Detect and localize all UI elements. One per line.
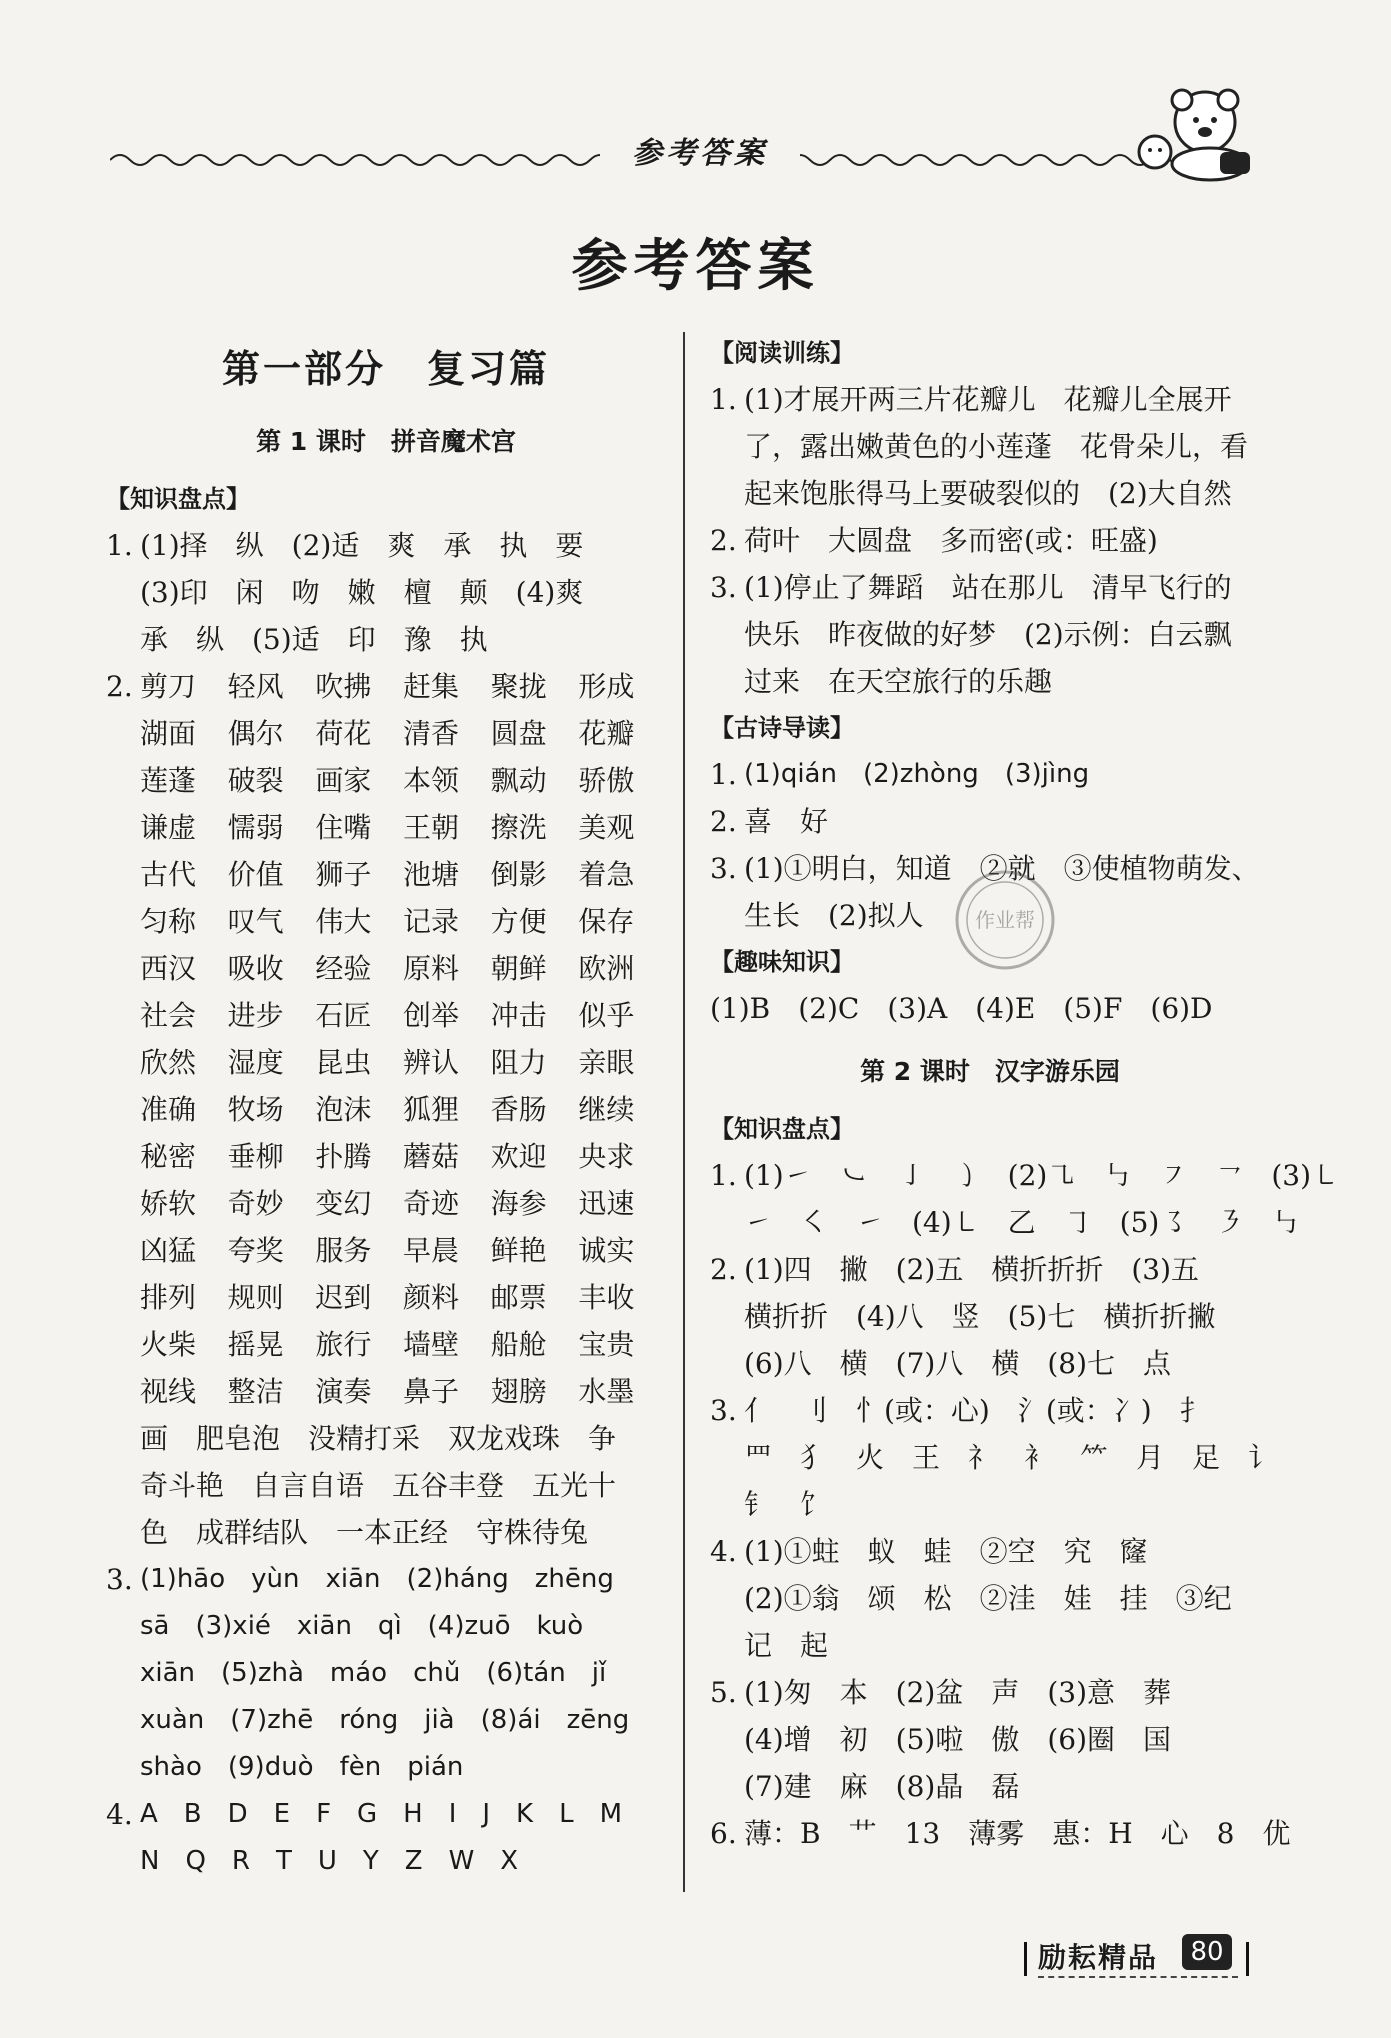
q2-word: 亲眼 [578,1046,635,1079]
q1-line-1: (1)择 纵 (2)适 爽 承 执 要 [140,529,584,562]
q2-word: 旅行 [315,1328,372,1361]
q2-word: 经验 [315,952,372,985]
q2-word: 轻风 [227,670,284,703]
q2-word: 娇软 [140,1187,197,1220]
k3-line-3: 钅 饣 [744,1488,829,1521]
bear-mascot-icon [1110,82,1260,182]
question-1: 1. (1)择 纵 (2)适 爽 承 执 要 (3)印 闲 吻 嫩 檀 颠 (4)爽 承 纵 (5)适 印 豫 执 [106,522,666,663]
q3-line-5: shào (9)duò fèn pián [140,1752,464,1782]
q2-word: 水墨 [578,1375,635,1408]
p1-line-1: (1)qián (2)zhòng (3)jìng [744,759,1090,789]
q2-word: 荷花 [315,717,372,750]
section-reading: 【阅读训练】 [710,339,854,367]
q2-word: 懦弱 [227,811,284,844]
q2-word: 冲击 [490,999,547,1032]
column-divider [683,332,685,1892]
q2-word: 迟到 [315,1281,372,1314]
q2-word: 摇晃 [227,1328,284,1361]
p3-line-1: (1)①明白，知道 ②就 ③使植物萌发、 [744,852,1260,885]
q2-word: 排列 [140,1281,197,1314]
q2-word: 演奏 [315,1375,372,1408]
page-title: 参考答案 [571,233,820,299]
q2-word: 莲蓬 [140,764,197,797]
fun-answers: (1)B (2)C (3)A (4)E (5)F (6)D [710,992,1213,1025]
q2-word: 方便 [490,905,547,938]
section-knowledge-2: 【知识盘点】 [710,1115,854,1143]
k5-line-2: (4)增 初 (5)啦 傲 (6)圈 国 [744,1723,1171,1756]
k2-line-3: (6)八 横 (7)八 横 (8)七 点 [744,1347,1171,1380]
q2-word: 凶猛 [140,1234,197,1267]
q2-word: 湖面 [140,717,197,750]
k6-line-1: 薄：B 艹 13 薄雾 惠：H 心 8 优 [744,1817,1291,1850]
q2-word: 阻力 [490,1046,547,1079]
q2-word: 本领 [402,764,459,797]
r1-line-3: 起来饱胀得马上要破裂似的 (2)大自然 [744,477,1232,510]
q2-word: 鼻子 [402,1375,459,1408]
k3-line-2: 罒 犭 火 王 礻 衤 ⺮ 月 足 讠 [744,1441,1277,1474]
lesson-2-title: 第 2 课时 汉字游乐园 [860,1057,1120,1086]
q2-word: 聚拢 [490,670,547,703]
q2-word: 秘密 [140,1140,197,1173]
q2-word: 海参 [490,1187,547,1220]
q2-word: 牧场 [227,1093,284,1126]
q3-line-2: sā (3)xié xiān qì (4)zuō kuò [140,1611,584,1641]
q2-word: 社会 [140,999,197,1032]
q2-word: 规则 [227,1281,284,1314]
q2-word: 欣然 [140,1046,197,1079]
q2-word: 匀称 [140,905,197,938]
q2-word: 昆虫 [315,1046,372,1079]
page-number: 80 [1182,1934,1232,1970]
q2-word: 倒影 [490,858,547,891]
q2-word: 准确 [140,1093,197,1126]
part-title: 第一部分 复习篇 [221,346,550,391]
q2-word: 吹拂 [315,670,372,703]
k-question-6: 6. 薄：B 艹 13 薄雾 惠：H 心 8 优 [710,1810,1270,1857]
q2-word: 西汉 [140,952,197,985]
section-fun: 【趣味知识】 [710,948,854,976]
lesson-1-title: 第 1 课时 拼音魔术宫 [256,427,516,456]
q2-word: 画家 [315,764,372,797]
reading-2: 2. 荷叶 大圆盘 多而密(或：旺盛) [710,517,1270,564]
q2-word: 价值 [227,858,284,891]
q2-word: 夸奖 [227,1234,284,1267]
k5-line-1: (1)匆 本 (2)盆 声 (3)意 葬 [744,1676,1171,1709]
q2-word: 剪刀 [140,670,197,703]
q2-word: 奇妙 [227,1187,284,1220]
q2-word: 香肠 [490,1093,547,1126]
q2-word: 谦虚 [140,811,197,844]
k4-line-2: (2)①翁 颂 松 ②洼 娃 挂 ③纪 [744,1582,1232,1615]
q2-word: 原料 [402,952,459,985]
q2-word: 丰收 [578,1281,635,1314]
k1-line-2: ㇀ ㇛ ㇀ (4)㇄ 乙 ㇆ (5)㇌ ㇋ ㇉ [744,1206,1300,1239]
r3-line-3: 过来 在天空旅行的乐趣 [744,665,1053,698]
q2-word: 央求 [578,1140,635,1173]
q3-line-1: (1)hāo yùn xiān (2)háng zhēng [140,1564,614,1594]
q2-tail-1: 画 肥皂泡 没精打采 双龙戏珠 争 [140,1422,617,1455]
reading-1: 1. (1)才展开两三片花瓣儿 花瓣儿全展开 了，露出嫩黄色的小莲蓬 花骨朵儿，看 起来饱胀得马上要破裂似的 (2)大自然 [710,376,1270,517]
q2-word: 保存 [578,905,635,938]
q2-word: 翅膀 [490,1375,547,1408]
r2-line-1: 荷叶 大圆盘 多而密(或：旺盛) [744,524,1158,557]
k-question-2: 2. (1)四 撇 (2)五 横折折折 (3)五 横折折 (4)八 竖 (5)七 横折折撇 (6)八 横 (7)八 横 (8)七 点 [710,1246,1270,1387]
left-column [106,332,666,1885]
q2-word: 墙壁 [402,1328,459,1361]
q2-word: 奇迹 [402,1187,459,1220]
q2-word: 王朝 [402,811,459,844]
question-4: 4. A B D E F G H I J K L M N Q R T U Y Z W X [106,1791,666,1885]
q2-word: 迅速 [578,1187,635,1220]
q2-word: 欢迎 [490,1140,547,1173]
q2-word: 船舱 [490,1328,547,1361]
k2-line-2: 横折折 (4)八 竖 (5)七 横折折撇 [744,1300,1216,1333]
q2-word: 变幻 [315,1187,372,1220]
r1-line-2: 了，露出嫩黄色的小莲蓬 花骨朵儿，看 [744,430,1249,463]
q4-line-1: A B D E F G H I J K L M [140,1799,623,1829]
q2-word: 叹气 [227,905,284,938]
running-header-title: 参考答案 [600,128,800,172]
q2-word: 宝贵 [578,1328,635,1361]
q2-word: 创举 [402,999,459,1032]
k2-line-1: (1)四 撇 (2)五 横折折折 (3)五 [744,1253,1199,1286]
q2-word: 欧洲 [578,952,635,985]
q1-line-2: (3)印 闲 吻 嫩 檀 颠 (4)爽 [140,576,584,609]
q2-word: 形成 [578,670,635,703]
q2-word: 垂柳 [227,1140,284,1173]
q2-word: 朝鲜 [490,952,547,985]
r3-line-2: 快乐 昨夜做的好梦 (2)示例：白云飘 [744,618,1232,651]
q2-word: 服务 [315,1234,372,1267]
question-3: 3. (1)hāo yùn xiān (2)háng zhēng sā (3)xié xiān qì (4)zuō kuò xiān (5)zhà máo chǔ (6)tán jǐ xuàn (7)zhē róng jià (8)ái zēng shào (9)duò fèn pián [106,1556,666,1791]
q2-word: 赶集 [402,670,459,703]
q2-word: 进步 [227,999,284,1032]
stamp-text: 作业帮 [975,908,1035,932]
k1-line-1: (1)㇀ ㇃ ㇚ ㇁ (2)㇈ ㇉ ㇇ ㇖ (3)㇄ [744,1159,1339,1192]
p2-line-1: 喜 好 [744,805,829,838]
section-knowledge: 【知识盘点】 [106,485,250,513]
p3-line-2: 生长 (2)拟人 [744,899,924,932]
r3-line-1: (1)停止了舞蹈 站在那儿 清早飞行的 [744,571,1232,604]
right-column [710,330,1339,1857]
question-2: 2. 剪刀 轻风 吹拂 赶集 聚拢 形成 湖面 偶尔 荷花 清香 圆盘 花瓣 莲蓬 破裂 画家 本领 飘动 骄傲 谦虚 懦弱 住嘴 王朝 擦洗 美观 古代 价值 狮子 池塘 倒影 着急 匀称 叹气 伟大 记录 方便 保存 西汉 吸收 经验 原料 朝鲜 欧洲 社会 进步 石匠 创举 冲击 似乎 欣然 湿度 昆虫 辨认 阻力 亲眼 准确 牧场 泡沫 狐狸 香肠 继续 秘密 垂柳 扑腾 蘑菇 欢迎 央求 娇软 奇妙 变幻 奇迹 海参 迅速 凶猛 夸奖 服务 早晨 鲜艳 诚实 排列 规则 迟到 颜料 邮票 丰收 火柴 摇晃 旅行 墙壁 船舱 宝贵 视线 整洁 演奏 鼻子 翅膀 水墨 画 肥皂泡 没精打采 双龙戏珠 争 奇斗艳 自言自语 五谷丰登 五光十 色 成群结队 一本正经 守株待兔 [106,663,666,1556]
q2-word: 似乎 [578,999,635,1032]
q2-word: 鲜艳 [490,1234,547,1267]
footer [1024,1930,1260,1980]
q2-word: 吸收 [227,952,284,985]
q2-word: 清香 [402,717,459,750]
q2-word: 辨认 [402,1046,459,1079]
q2-word: 骄傲 [578,764,635,797]
q2-word: 记录 [402,905,459,938]
q3-line-3: xiān (5)zhà máo chǔ (6)tán jǐ [140,1658,607,1688]
q2-word: 美观 [578,811,635,844]
stamp-icon [950,865,1060,975]
brand-label: 励耘精品 [1038,1941,1159,1974]
q2-word: 整洁 [227,1375,284,1408]
q2-word: 住嘴 [315,811,372,844]
q2-word: 扑腾 [315,1140,372,1173]
q2-word: 湿度 [227,1046,284,1079]
q2-word: 狐狸 [402,1093,459,1126]
q2-word: 偶尔 [227,717,284,750]
q2-word: 蘑菇 [402,1140,459,1173]
poem-2: 2. 喜 好 [710,798,1270,845]
q2-word: 着急 [578,858,635,891]
q2-word: 池塘 [402,858,459,891]
q2-word: 破裂 [227,764,284,797]
poem-3: 3. (1)①明白，知道 ②就 ③使植物萌发、 生长 (2)拟人 [710,845,1270,939]
q2-word: 擦洗 [490,811,547,844]
q3-line-4: xuàn (7)zhē róng jià (8)ái zēng [140,1705,630,1735]
q2-word: 邮票 [490,1281,547,1314]
k-question-3: 3. 亻 刂 忄(或：心) 氵(或：冫) 扌 罒 犭 火 王 礻 衤 ⺮ 月 足 讠 钅 饣 [710,1387,1270,1528]
q2-word-grid [106,663,666,1415]
q2-word: 泡沫 [315,1093,372,1126]
q2-tail-2: 奇斗艳 自言自语 五谷丰登 五光十 [140,1469,617,1502]
q2-word: 狮子 [315,858,372,891]
q2-tail-3: 色 成群结队 一本正经 守株待兔 [140,1516,589,1549]
k5-line-3: (7)建 麻 (8)晶 磊 [744,1770,1020,1803]
q2-word: 飘动 [490,764,547,797]
k-question-5: 5. (1)匆 本 (2)盆 声 (3)意 葬 (4)增 初 (5)啦 傲 (6)圈 国 (7)建 麻 (8)晶 磊 [710,1669,1270,1810]
q2-word: 石匠 [315,999,372,1032]
poem-1: 1. (1)qián (2)zhòng (3)jìng [710,751,1270,798]
r1-line-1: (1)才展开两三片花瓣儿 花瓣儿全展开 [744,383,1232,416]
q4-line-2: N Q R T U Y Z W X [140,1846,519,1876]
q2-word: 伟大 [315,905,372,938]
k4-line-1: (1)①蛀 蚁 蛙 ②空 究 窿 [744,1535,1148,1568]
q2-word: 视线 [140,1375,197,1408]
section-poem: 【古诗导读】 [710,714,854,742]
k-question-4: 4. (1)①蛀 蚁 蛙 ②空 究 窿 (2)①翁 颂 松 ②洼 娃 挂 ③纪 记 起 [710,1528,1270,1669]
k-question-1: 1. (1)㇀ ㇃ ㇚ ㇁ (2)㇈ ㇉ ㇇ ㇖ (3)㇄ ㇀ ㇛ ㇀ (4)㇄ 乙 ㇆ (5)㇌ ㇋ ㇉ [710,1152,1270,1246]
q1-line-3: 承 纵 (5)适 印 豫 执 [140,623,488,656]
k3-line-1: 亻 刂 忄(或：心) 氵(或：冫) 扌 [744,1394,1208,1427]
q2-word: 早晨 [402,1234,459,1267]
q2-word: 颜料 [402,1281,459,1314]
reading-3: 3. (1)停止了舞蹈 站在那儿 清早飞行的 快乐 昨夜做的好梦 (2)示例：白云飘 过来 在天空旅行的乐趣 [710,564,1270,705]
q2-word: 诚实 [578,1234,635,1267]
q2-word: 继续 [578,1093,635,1126]
q2-word: 圆盘 [490,717,547,750]
q2-word: 火柴 [140,1328,197,1361]
q2-word: 古代 [140,858,197,891]
k4-line-3: 记 起 [744,1629,829,1662]
q2-word: 花瓣 [578,717,635,750]
